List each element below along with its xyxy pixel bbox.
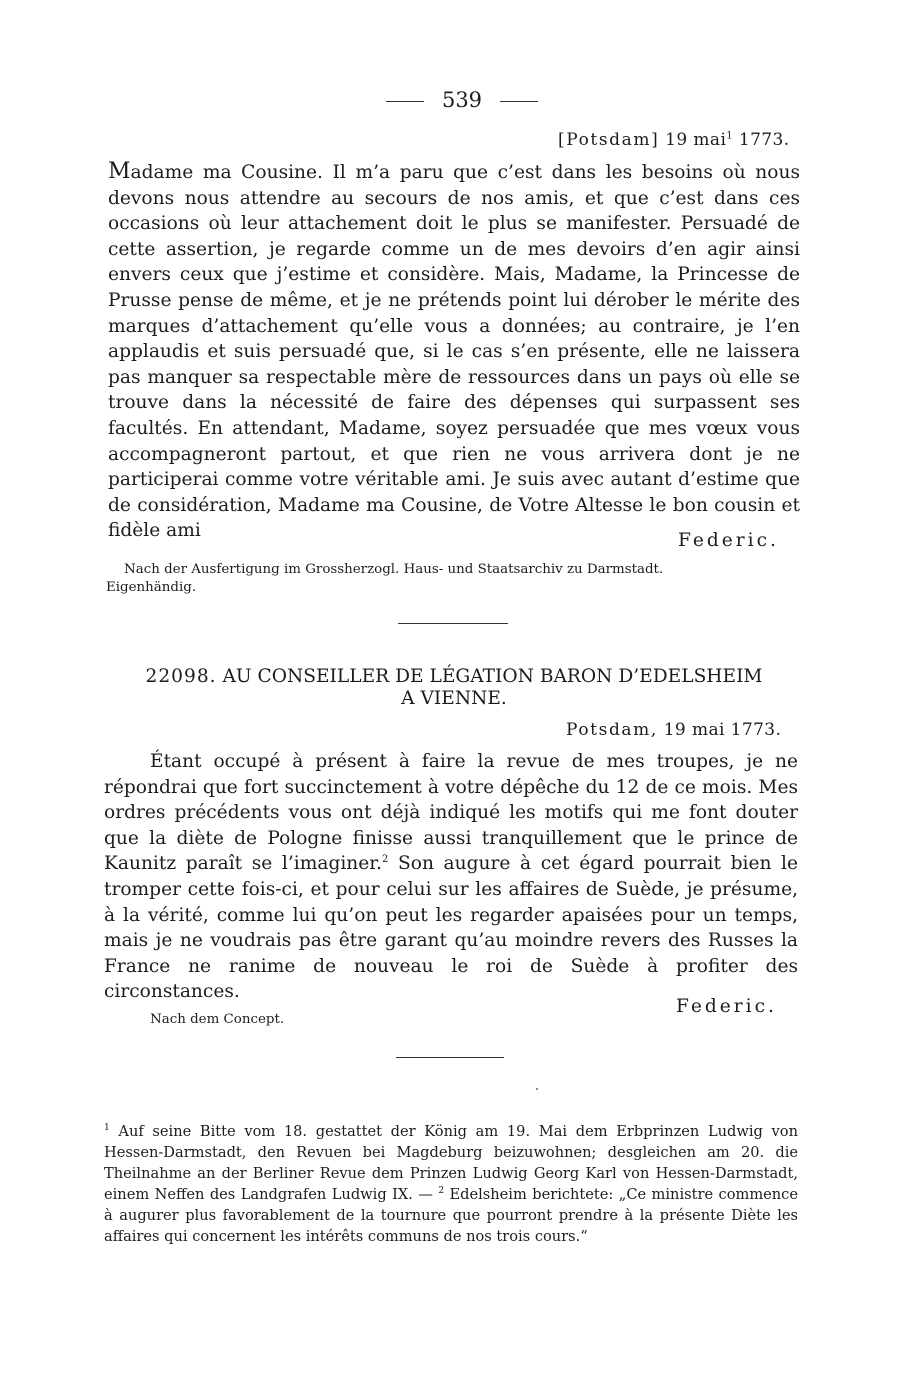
letter2-body-part2: Son augure à cet égard pourrait bien le tromper cette fois-ci, et pour celui sur les affaires de Suède, je présume, à la vérité, comme lui qu’on peut les regarder apaisées pour un temps, mais je ne voudrais pas être garant qu’au moindre revers des Russes la France ne ranime de nouveau le roi de Suède à profiter des circonstances. (104, 853, 798, 1003)
header-rule-left (386, 101, 424, 102)
letter2-dateline-place: Potsdam, (566, 720, 658, 740)
section-divider (398, 623, 508, 624)
letter1-dateline-year: 1773. (738, 130, 790, 150)
letter1-source-line2: Eigenhändig. (106, 580, 197, 595)
letter1-initial: M (108, 159, 131, 184)
letter1-dateline-place: [Potsdam] (558, 130, 660, 150)
letter2-heading-line2: A VIENNE. (401, 688, 507, 709)
letter1-dateline-date: 19 mai (665, 130, 727, 150)
print-speck (536, 1088, 538, 1090)
letter2-body-part1: Étant occupé à présent à faire la revue de mes troupes, je ne répondrai que fort succinctement à votre dépêche du 12 de ce mois. Mes ordres précédents vous ont déjà indiqué les motifs qui me font douter que la diète de Pologne finisse aussi tranquillement que le prince de Kaunitz paraît se l’imaginer. (104, 751, 798, 875)
footnote-ref-2: 2 (382, 854, 389, 866)
letter1-source-line1: Nach der Ausfertigung im Grossherzogl. Haus- und Staatsarchiv zu Darmstadt. (124, 562, 664, 577)
letter2-heading-line1: AU CONSEILLER DE LÉGATION BARON D’EDELSHEIM (222, 666, 763, 687)
letter2-number: 22098. (145, 666, 217, 687)
footnote-1-text: Auf seine Bitte vom 18. gestattet der König am 19. Mai dem Erbprinzen Ludwig von Hessen-Darmstadt, den Revuen bei Magdeburg beizuwohnen; desgleichen am 20. die Theilnahme an der Berliner Revue dem Prinzen Ludwig Georg Karl von Hessen-Darmstadt, einem Neffen des Landgrafen Ludwig IX. — (104, 1123, 798, 1203)
letter1-dateline (558, 130, 790, 150)
letter2-body (104, 749, 798, 1005)
letter1-signature: Federic. (678, 530, 779, 551)
page-header (0, 88, 900, 116)
footnote-2-text: Edelsheim berichtete: „Ce ministre commence à augurer plus favorablement de la tournure que pourront prendre à la présente Diète les affaires qui concernent les intérêts communs de nos trois cours.“ (104, 1186, 798, 1245)
footnotes (104, 1121, 798, 1247)
letter2-source: Nach dem Concept. (150, 1012, 285, 1027)
letter2-dateline-date: 19 mai 1773. (663, 720, 782, 740)
letter1-body (108, 159, 800, 544)
letter2-heading (108, 666, 800, 710)
header-rule-right (500, 101, 538, 102)
footnote-ref-1: 1 (726, 130, 734, 142)
footnote-2-mark: 2 (438, 1186, 445, 1197)
page-number: 539 (441, 88, 483, 112)
letter2-dateline (566, 720, 781, 740)
end-divider (396, 1057, 504, 1058)
letter1-body-text: adame ma Cousine. Il m’a paru que c’est dans les besoins où nous devons nous attendre au secours de nos amis, et que c’est dans ces occasions où leur attachement doit le plus se manifester. Persuadé de cette assertion, je regarde comme un de mes devoirs d’en agir ainsi envers ceux que j’estime et considère. Mais, Madame, la Princesse de Prusse pense de même, et je ne prétends point lui dérober le mérite des marques d’attachement qu’elle vous a données; au contraire, je l’en applaudis et suis persuadé que, si le cas s’en présente, elle ne laissera pas manquer sa respectable mère de ressources dans un pays où elle se trouve dans la nécessité de faire des dépenses qui surpassent ses facultés. En attendant, Madame, soyez persuadée que mes vœux vous accompagneront partout, et que rien ne vous arrivera dont je ne participerai comme votre véritable ami. Je suis avec autant d’estime que de considération, Madame ma Cousine, de Votre Altesse le bon cousin et fidèle ami (108, 162, 800, 542)
footnote-1-mark: 1 (104, 1123, 110, 1134)
letter2-signature: Federic. (676, 996, 777, 1017)
